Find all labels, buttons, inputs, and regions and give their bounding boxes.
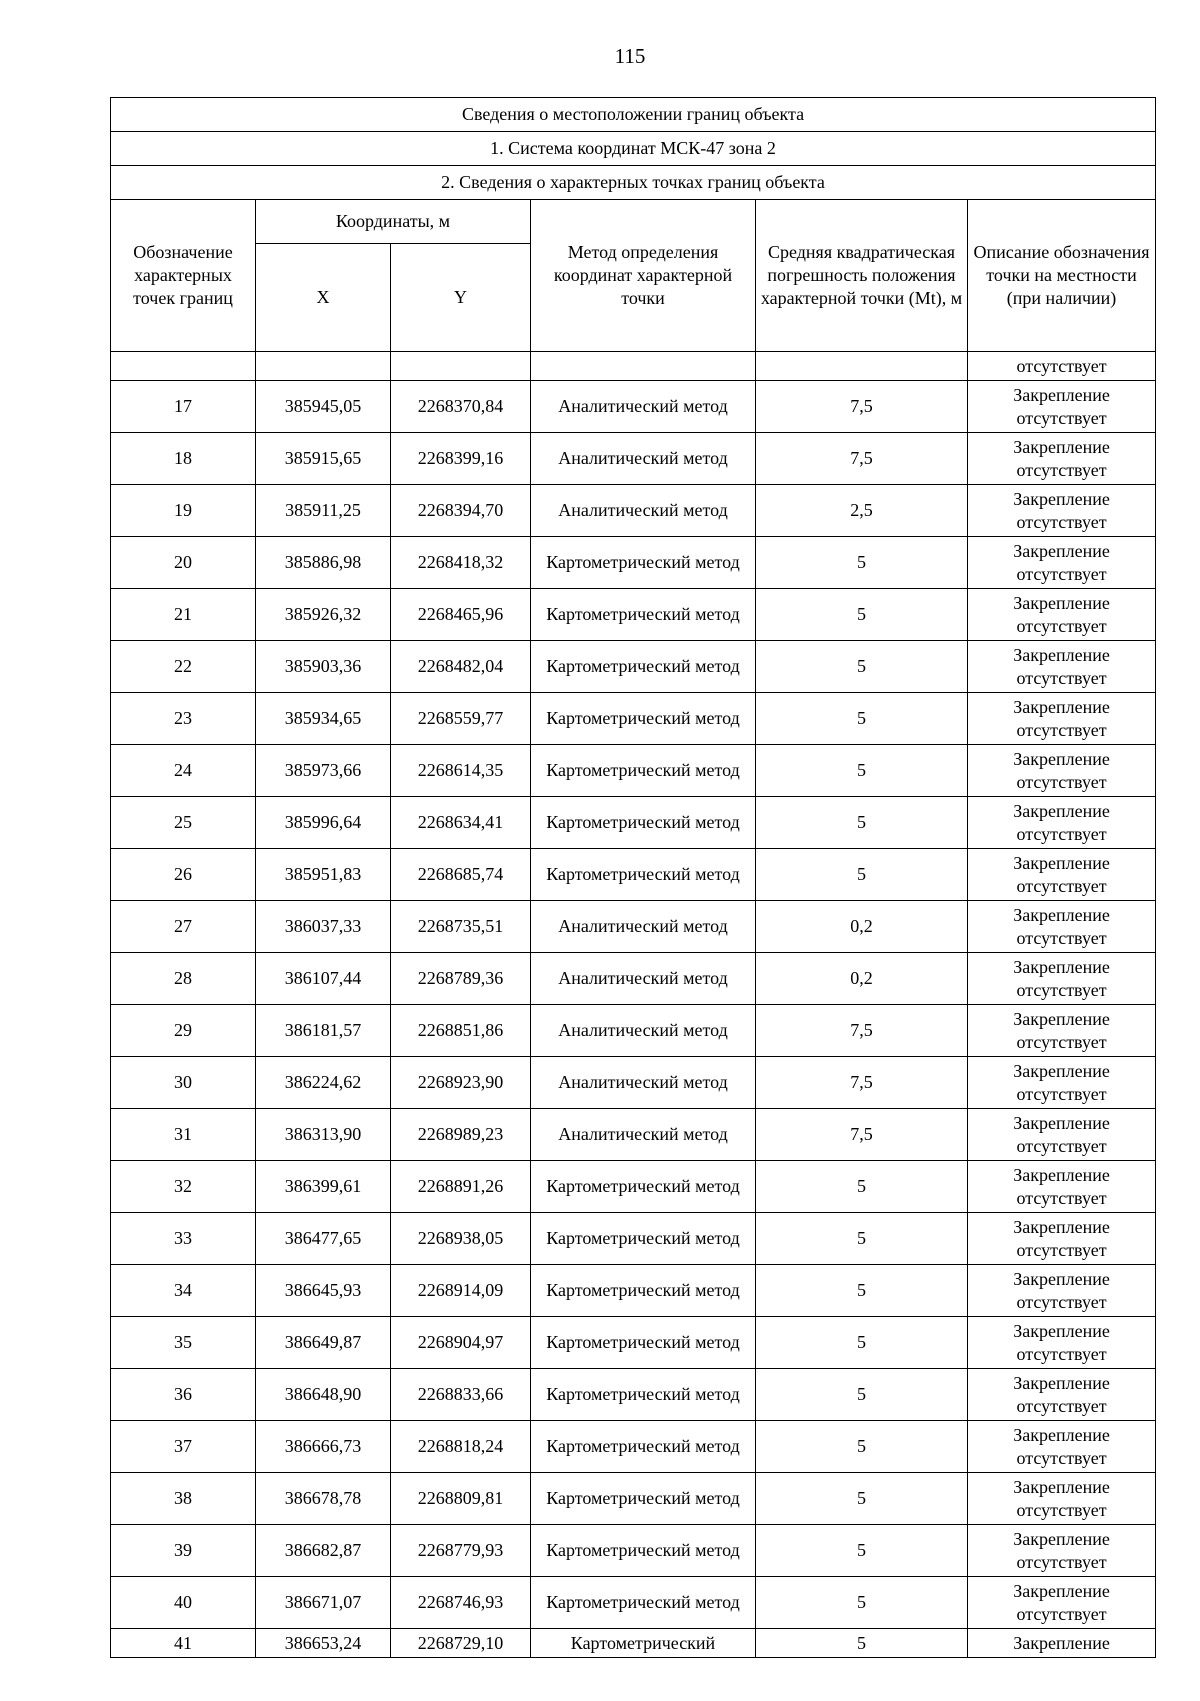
cell-description: Закрепление отсутствует — [968, 693, 1156, 745]
cell-point-number: 21 — [111, 589, 256, 641]
table-title-row — [111, 98, 1156, 132]
cell-x: 386649,87 — [256, 1317, 391, 1369]
cell-x: 385973,66 — [256, 745, 391, 797]
cell-method: Аналитический метод — [531, 485, 756, 537]
cell-error: 5 — [756, 1265, 968, 1317]
cell-y: 2268779,93 — [391, 1525, 531, 1577]
cell-error: 5 — [756, 1161, 968, 1213]
cell-point-number: 37 — [111, 1421, 256, 1473]
cell-description: Закрепление отсутствует — [968, 1265, 1156, 1317]
table-row — [111, 1525, 1156, 1577]
cell-method: Картометрический метод — [531, 1161, 756, 1213]
cell-y: 2268989,23 — [391, 1109, 531, 1161]
cell-point-number: 35 — [111, 1317, 256, 1369]
cell-x: 385911,25 — [256, 485, 391, 537]
cell-x: 386678,78 — [256, 1473, 391, 1525]
cell-point-number: 29 — [111, 1005, 256, 1057]
cell-method: Картометрический метод — [531, 745, 756, 797]
cell-method: Аналитический метод — [531, 433, 756, 485]
cell-method: Картометрический метод — [531, 1369, 756, 1421]
cell-point-number: 40 — [111, 1577, 256, 1629]
table-row — [111, 641, 1156, 693]
cell-error: 2,5 — [756, 485, 968, 537]
cell-y: 2268418,32 — [391, 537, 531, 589]
table-row — [111, 1473, 1156, 1525]
cell-x: 386682,87 — [256, 1525, 391, 1577]
cell-method: Картометрический метод — [531, 1421, 756, 1473]
cell-description: Закрепление отсутствует — [968, 1421, 1156, 1473]
cell-x: 386107,44 — [256, 953, 391, 1005]
cell-y: 2268685,74 — [391, 849, 531, 901]
cell-y: 2268809,81 — [391, 1473, 531, 1525]
points-section-row — [111, 166, 1156, 200]
cell-x: 385926,32 — [256, 589, 391, 641]
cell-y: 2268789,36 — [391, 953, 531, 1005]
cell-method: Аналитический метод — [531, 1109, 756, 1161]
cell-point-number: 17 — [111, 381, 256, 433]
cell-x: 386666,73 — [256, 1421, 391, 1473]
cell-error: 5 — [756, 1369, 968, 1421]
cell-x: 386648,90 — [256, 1369, 391, 1421]
cell-method: Картометрический метод — [531, 1525, 756, 1577]
cell-method: Картометрический метод — [531, 537, 756, 589]
cell-method: Картометрический метод — [531, 797, 756, 849]
cell-description: Закрепление отсутствует — [968, 745, 1156, 797]
table-row — [111, 1421, 1156, 1473]
cell-description: Закрепление отсутствует — [968, 1317, 1156, 1369]
cell-method: Аналитический метод — [531, 1057, 756, 1109]
cell-method: Аналитический метод — [531, 901, 756, 953]
cell-method: Аналитический метод — [531, 381, 756, 433]
cell-description: Закрепление отсутствует — [968, 1109, 1156, 1161]
cell-error: 7,5 — [756, 1057, 968, 1109]
cell-error: 5 — [756, 641, 968, 693]
cell-point-number: 26 — [111, 849, 256, 901]
cell-description: Закрепление отсутствует — [968, 589, 1156, 641]
cell-description: Закрепление отсутствует — [968, 1577, 1156, 1629]
cell-error: 5 — [756, 1317, 968, 1369]
table-row — [111, 1629, 1156, 1658]
table-row — [111, 1317, 1156, 1369]
cell-x: 385886,98 — [256, 537, 391, 589]
cell-point-number: 33 — [111, 1213, 256, 1265]
cell-method: Картометрический метод — [531, 641, 756, 693]
cell-point-number: 31 — [111, 1109, 256, 1161]
cell-method: Картометрический метод — [531, 1577, 756, 1629]
header-row-1 — [111, 200, 1156, 244]
cell-description: Закрепление отсутствует — [968, 641, 1156, 693]
table-row — [111, 537, 1156, 589]
cell-description: Закрепление отсутствует — [968, 901, 1156, 953]
cell-description: Закрепление отсутствует — [968, 433, 1156, 485]
table-row — [111, 1577, 1156, 1629]
cell-x: 385945,05 — [256, 381, 391, 433]
cell-x: 386477,65 — [256, 1213, 391, 1265]
points-section-title: 2. Сведения о характерных точках границ объекта — [111, 166, 1156, 200]
cell-x: 386313,90 — [256, 1109, 391, 1161]
cell-method: Картометрический метод — [531, 693, 756, 745]
table-row — [111, 589, 1156, 641]
cell-description: Закрепление отсутствует — [968, 953, 1156, 1005]
cell-error: 5 — [756, 745, 968, 797]
cell-y: 2268891,26 — [391, 1161, 531, 1213]
cell-error: 5 — [756, 1421, 968, 1473]
cell-y: 2268559,77 — [391, 693, 531, 745]
cell-description: Закрепление отсутствует — [968, 1525, 1156, 1577]
cell-empty — [256, 352, 391, 381]
cell-method: Картометрический метод — [531, 849, 756, 901]
cell-point-number: 34 — [111, 1265, 256, 1317]
table-row — [111, 797, 1156, 849]
table-row — [111, 849, 1156, 901]
cell-x: 385996,64 — [256, 797, 391, 849]
cell-description: Закрепление отсутствует — [968, 381, 1156, 433]
cell-y: 2268465,96 — [391, 589, 531, 641]
cell-y: 2268394,70 — [391, 485, 531, 537]
cell-point-number: 36 — [111, 1369, 256, 1421]
table-row — [111, 1213, 1156, 1265]
cell-y: 2268746,93 — [391, 1577, 531, 1629]
cell-error: 7,5 — [756, 1005, 968, 1057]
cell-x: 385951,83 — [256, 849, 391, 901]
cell-error: 5 — [756, 849, 968, 901]
page-number: 115 — [614, 44, 646, 68]
cell-description: Закрепление — [968, 1629, 1156, 1658]
cell-point-number: 18 — [111, 433, 256, 485]
cell-error: 7,5 — [756, 1109, 968, 1161]
cell-description: Закрепление отсутствует — [968, 797, 1156, 849]
table-row — [111, 1005, 1156, 1057]
cell-y: 2268482,04 — [391, 641, 531, 693]
cell-point-number: 20 — [111, 537, 256, 589]
cell-point-number: 27 — [111, 901, 256, 953]
cell-x: 385934,65 — [256, 693, 391, 745]
cell-empty — [391, 352, 531, 381]
cell-x: 386224,62 — [256, 1057, 391, 1109]
cell-empty — [756, 352, 968, 381]
cell-point-number: 30 — [111, 1057, 256, 1109]
table-row — [111, 381, 1156, 433]
cell-y: 2268399,16 — [391, 433, 531, 485]
cell-error: 5 — [756, 1629, 968, 1658]
cell-description: Закрепление отсутствует — [968, 1369, 1156, 1421]
cell-description: Закрепление отсутствует — [968, 1057, 1156, 1109]
cell-description: Закрепление отсутствует — [968, 1005, 1156, 1057]
cell-y: 2268818,24 — [391, 1421, 531, 1473]
cell-point-number: 24 — [111, 745, 256, 797]
table-row — [111, 485, 1156, 537]
cell-y: 2268634,41 — [391, 797, 531, 849]
cell-error: 5 — [756, 1213, 968, 1265]
header-point: Обозначение характерных точек границ — [111, 200, 256, 352]
table-row — [111, 1161, 1156, 1213]
cell-error: 5 — [756, 589, 968, 641]
coordinate-system-title: 1. Система координат МСК-47 зона 2 — [111, 132, 1156, 166]
header-method: Метод определения координат характерной точки — [531, 200, 756, 352]
cell-x: 386037,33 — [256, 901, 391, 953]
table-row — [111, 1057, 1156, 1109]
cell-point-number: 23 — [111, 693, 256, 745]
cell-method: Картометрический метод — [531, 1213, 756, 1265]
cell-point-number: 22 — [111, 641, 256, 693]
cell-y: 2268614,35 — [391, 745, 531, 797]
cell-method: Аналитический метод — [531, 953, 756, 1005]
cell-y: 2268904,97 — [391, 1317, 531, 1369]
cell-y: 2268938,05 — [391, 1213, 531, 1265]
boundary-points-table — [110, 97, 1156, 1658]
cell-description: Закрепление отсутствует — [968, 1213, 1156, 1265]
table-title: Сведения о местоположении границ объекта — [111, 98, 1156, 132]
cell-point-number: 32 — [111, 1161, 256, 1213]
cell-method: Аналитический метод — [531, 1005, 756, 1057]
cell-point-number: 28 — [111, 953, 256, 1005]
cell-error: 0,2 — [756, 953, 968, 1005]
cell-x: 385915,65 — [256, 433, 391, 485]
cell-x: 386181,57 — [256, 1005, 391, 1057]
cell-point-number: 39 — [111, 1525, 256, 1577]
cell-y: 2268914,09 — [391, 1265, 531, 1317]
cell-y: 2268923,90 — [391, 1057, 531, 1109]
table-row — [111, 1369, 1156, 1421]
cell-error: 5 — [756, 1577, 968, 1629]
cell-error: 5 — [756, 797, 968, 849]
cell-error: 5 — [756, 537, 968, 589]
cell-error: 7,5 — [756, 433, 968, 485]
cell-x: 386653,24 — [256, 1629, 391, 1658]
cell-error: 7,5 — [756, 381, 968, 433]
continuation-row — [111, 352, 1156, 381]
cell-empty — [111, 352, 256, 381]
cell-x: 386399,61 — [256, 1161, 391, 1213]
header-description: Описание обозначения точки на местности (при наличии) — [968, 200, 1156, 352]
table-row — [111, 433, 1156, 485]
cell-method: Картометрический метод — [531, 589, 756, 641]
cell-description: Закрепление отсутствует — [968, 485, 1156, 537]
header-error: Средняя квадратическая погрешность положения характерной точки (Mt), м — [756, 200, 968, 352]
cell-description: Закрепление отсутствует — [968, 849, 1156, 901]
cell-point-number: 25 — [111, 797, 256, 849]
table-row — [111, 693, 1156, 745]
header-x: X — [256, 244, 391, 352]
cell-description: Закрепление отсутствует — [968, 537, 1156, 589]
cell-method: Картометрический метод — [531, 1317, 756, 1369]
table-row — [111, 745, 1156, 797]
cell-error: 5 — [756, 1473, 968, 1525]
header-y: Y — [391, 244, 531, 352]
cell-error: 5 — [756, 1525, 968, 1577]
cell-y: 2268370,84 — [391, 381, 531, 433]
cell-description: Закрепление отсутствует — [968, 1161, 1156, 1213]
cell-point-number: 19 — [111, 485, 256, 537]
cell-y: 2268729,10 — [391, 1629, 531, 1658]
table-row — [111, 1109, 1156, 1161]
cell-description: Закрепление отсутствует — [968, 1473, 1156, 1525]
table-row — [111, 953, 1156, 1005]
cell-method: Картометрический — [531, 1629, 756, 1658]
cell-x: 386645,93 — [256, 1265, 391, 1317]
cell-y: 2268735,51 — [391, 901, 531, 953]
cell-error: 5 — [756, 693, 968, 745]
cell-x: 385903,36 — [256, 641, 391, 693]
cell-y: 2268851,86 — [391, 1005, 531, 1057]
table-row — [111, 901, 1156, 953]
cell-error: 0,2 — [756, 901, 968, 953]
cell-method: Картометрический метод — [531, 1473, 756, 1525]
header-coordinates: Координаты, м — [256, 200, 531, 244]
cell-point-number: 41 — [111, 1629, 256, 1658]
cell-point-number: 38 — [111, 1473, 256, 1525]
table-row — [111, 1265, 1156, 1317]
cell-description: отсутствует — [968, 352, 1156, 381]
cell-method: Картометрический метод — [531, 1265, 756, 1317]
cell-y: 2268833,66 — [391, 1369, 531, 1421]
cell-x: 386671,07 — [256, 1577, 391, 1629]
cell-empty — [531, 352, 756, 381]
coordinate-system-row — [111, 132, 1156, 166]
